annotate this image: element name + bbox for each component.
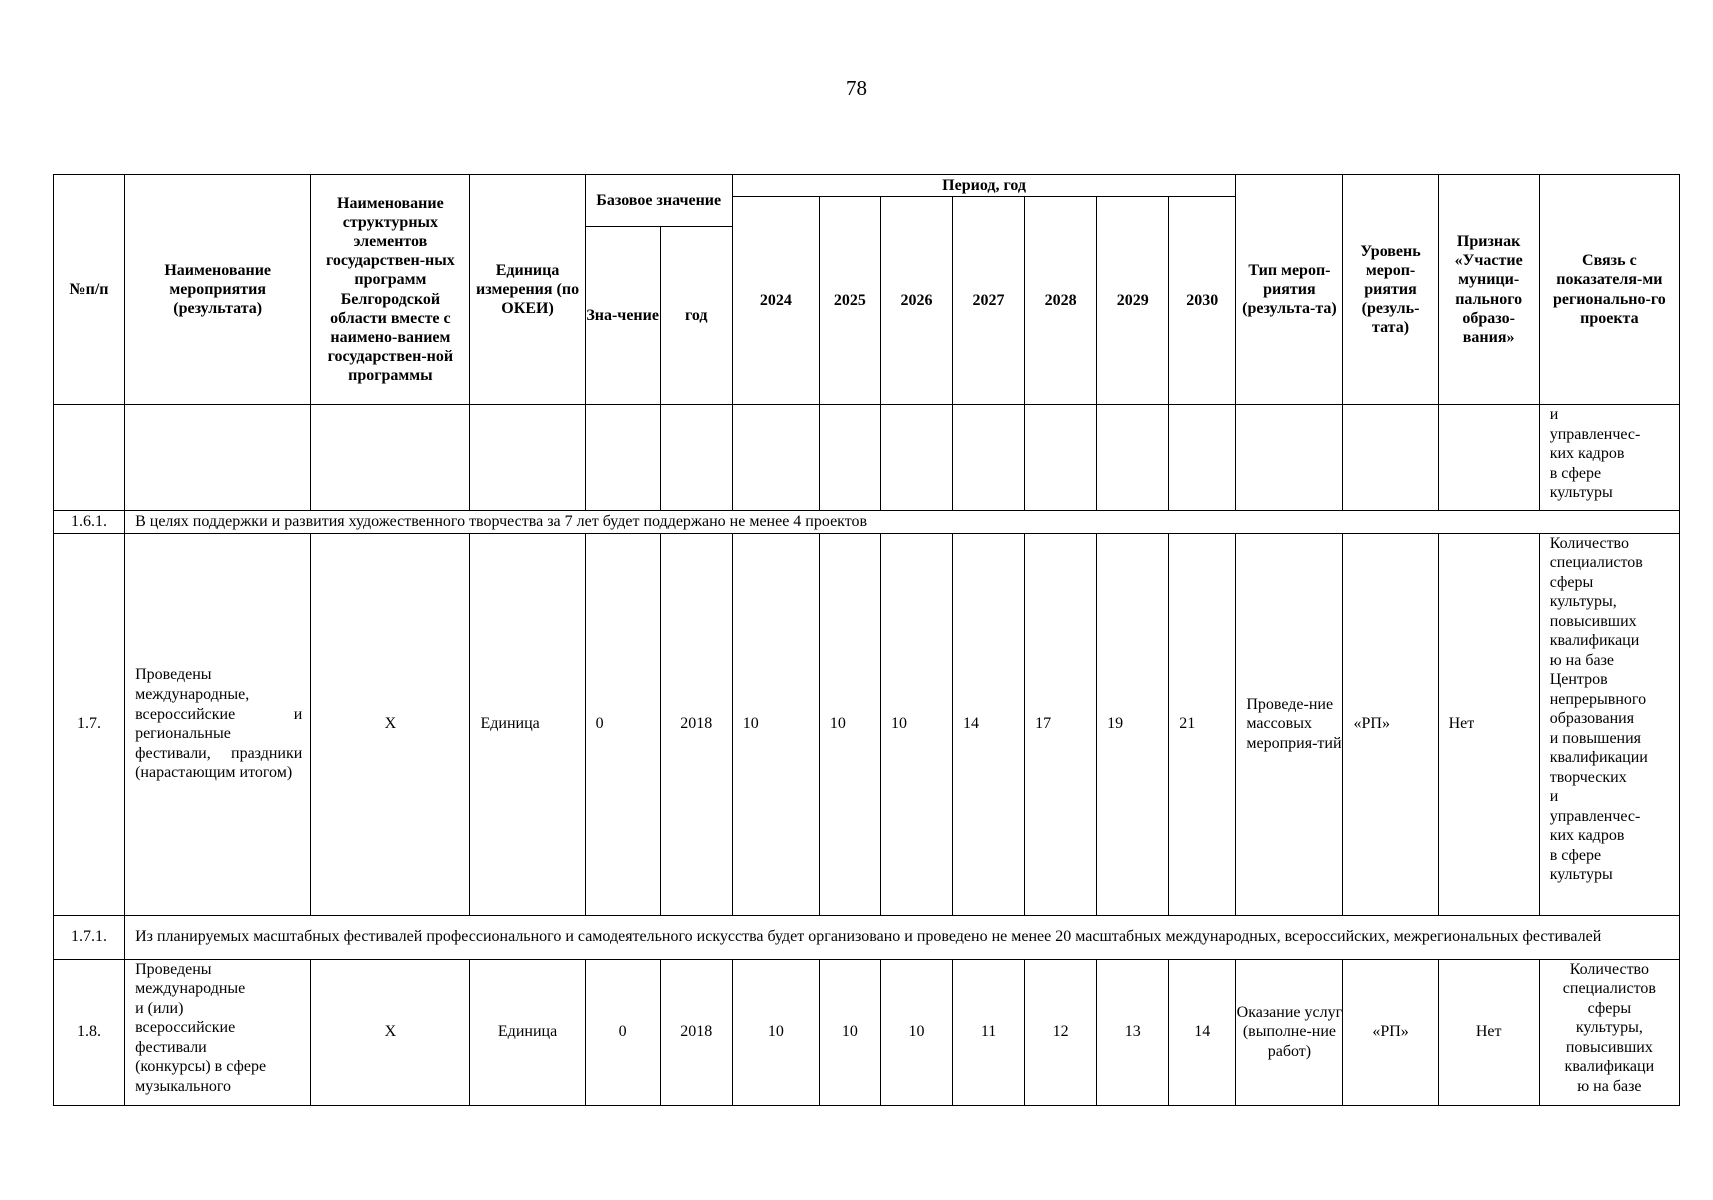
table-row-1-7 [54, 533, 1680, 915]
header-link: Связь с показателя-ми регионально-го проекта [1539, 175, 1679, 405]
header-base: Базовое значение [585, 175, 732, 227]
structural-cell: Х [311, 959, 470, 1105]
base-value-cell: 0 [585, 533, 660, 915]
value-2024: 10 [732, 533, 819, 915]
level-cell: «РП» [1343, 533, 1438, 915]
activity-name: Проведены международные и (или) всероссийские фестивали (конкурсы) в сфере музыкального [125, 959, 311, 1105]
header-year-2027: 2027 [953, 197, 1025, 405]
header-name: Наименование мероприятия (результата) [125, 175, 311, 405]
value-2027: 14 [953, 533, 1025, 915]
table-row-1-8 [54, 959, 1680, 1105]
link-cell-continuation: и управленчес- ких кадров в сфере культуры [1539, 405, 1679, 511]
header-year-2029: 2029 [1097, 197, 1169, 405]
row-num: 1.7. [54, 533, 125, 915]
value-2025: 10 [819, 959, 880, 1105]
header-year-2030: 2030 [1169, 197, 1236, 405]
header-year-2028: 2028 [1025, 197, 1097, 405]
value-2027: 11 [953, 959, 1025, 1105]
value-2028: 17 [1025, 533, 1097, 915]
page-number: 78 [846, 76, 867, 100]
activity-name: Проведены международные, всероссийские и региональные фестивали, праздники (нарастающим итогом) [125, 533, 311, 915]
goal-num: 1.6.1. [54, 511, 125, 534]
type-cell: Проведе-ние массовых мероприя-тий [1236, 533, 1343, 915]
header-num: №п/п [54, 175, 125, 405]
unit-cell: Единица [470, 533, 585, 915]
header-unit: Единица измерения (по ОКЕИ) [470, 175, 585, 405]
structural-cell: Х [311, 533, 470, 915]
header-base-year: год [660, 227, 732, 405]
header-year-2024: 2024 [732, 197, 819, 405]
value-2029: 13 [1097, 959, 1169, 1105]
header-sign: Признак «Участие муници-пального образо-вания» [1438, 175, 1539, 405]
base-year-cell: 2018 [660, 959, 732, 1105]
header-year-2025: 2025 [819, 197, 880, 405]
value-2028: 12 [1025, 959, 1097, 1105]
link-cell: Количество специалистов сферы культуры, повысивших квалификаци ю на базе [1539, 959, 1679, 1105]
sign-cell: Нет [1438, 533, 1539, 915]
value-2024: 10 [732, 959, 819, 1105]
base-value-cell: 0 [585, 959, 660, 1105]
table-row-goal-1-7-1 [54, 915, 1680, 959]
table-row-goal-1-6-1 [54, 511, 1680, 534]
value-2030: 21 [1169, 533, 1236, 915]
row-num: 1.8. [54, 959, 125, 1105]
header-base-value: Зна-чение [585, 227, 660, 405]
type-cell: Оказание услуг (выполне-ние работ) [1236, 959, 1343, 1105]
value-2026: 10 [880, 959, 952, 1105]
link-cell: Количество специалистов сферы культуры, повысивших квалификаци ю на базе Центров непрерывного образования и повышения квалификации творческих и управленчес- ких кадров в сфере культуры [1539, 533, 1679, 915]
goal-text: В целях поддержки и развития художественного творчества за 7 лет будет поддержано не менее 4 проектов [125, 511, 1680, 534]
level-cell: «РП» [1343, 959, 1438, 1105]
base-year-cell: 2018 [660, 533, 732, 915]
goal-num: 1.7.1. [54, 915, 125, 959]
sign-cell: Нет [1438, 959, 1539, 1105]
table-row-continuation [54, 405, 1680, 511]
value-2030: 14 [1169, 959, 1236, 1105]
value-2026: 10 [880, 533, 952, 915]
header-structural: Наименование структурных элементов государствен-ных программ Белгородской области вместе с наимено-ванием государствен-ной программы [311, 175, 470, 405]
value-2025: 10 [819, 533, 880, 915]
header-year-2026: 2026 [880, 197, 952, 405]
unit-cell: Единица [470, 959, 585, 1105]
header-level: Уровень мероп-риятия (резуль-тата) [1343, 175, 1438, 405]
header-period: Период, год [732, 175, 1236, 197]
goal-text: Из планируемых масштабных фестивалей профессионального и самодеятельного искусства будет организовано и проведено не менее 20 масштабных международных, всероссийских, межрегиональных фестивалей [125, 915, 1680, 959]
header-type: Тип мероп-риятия (результа-та) [1236, 175, 1343, 405]
value-2029: 19 [1097, 533, 1169, 915]
activities-table [53, 174, 1680, 1106]
